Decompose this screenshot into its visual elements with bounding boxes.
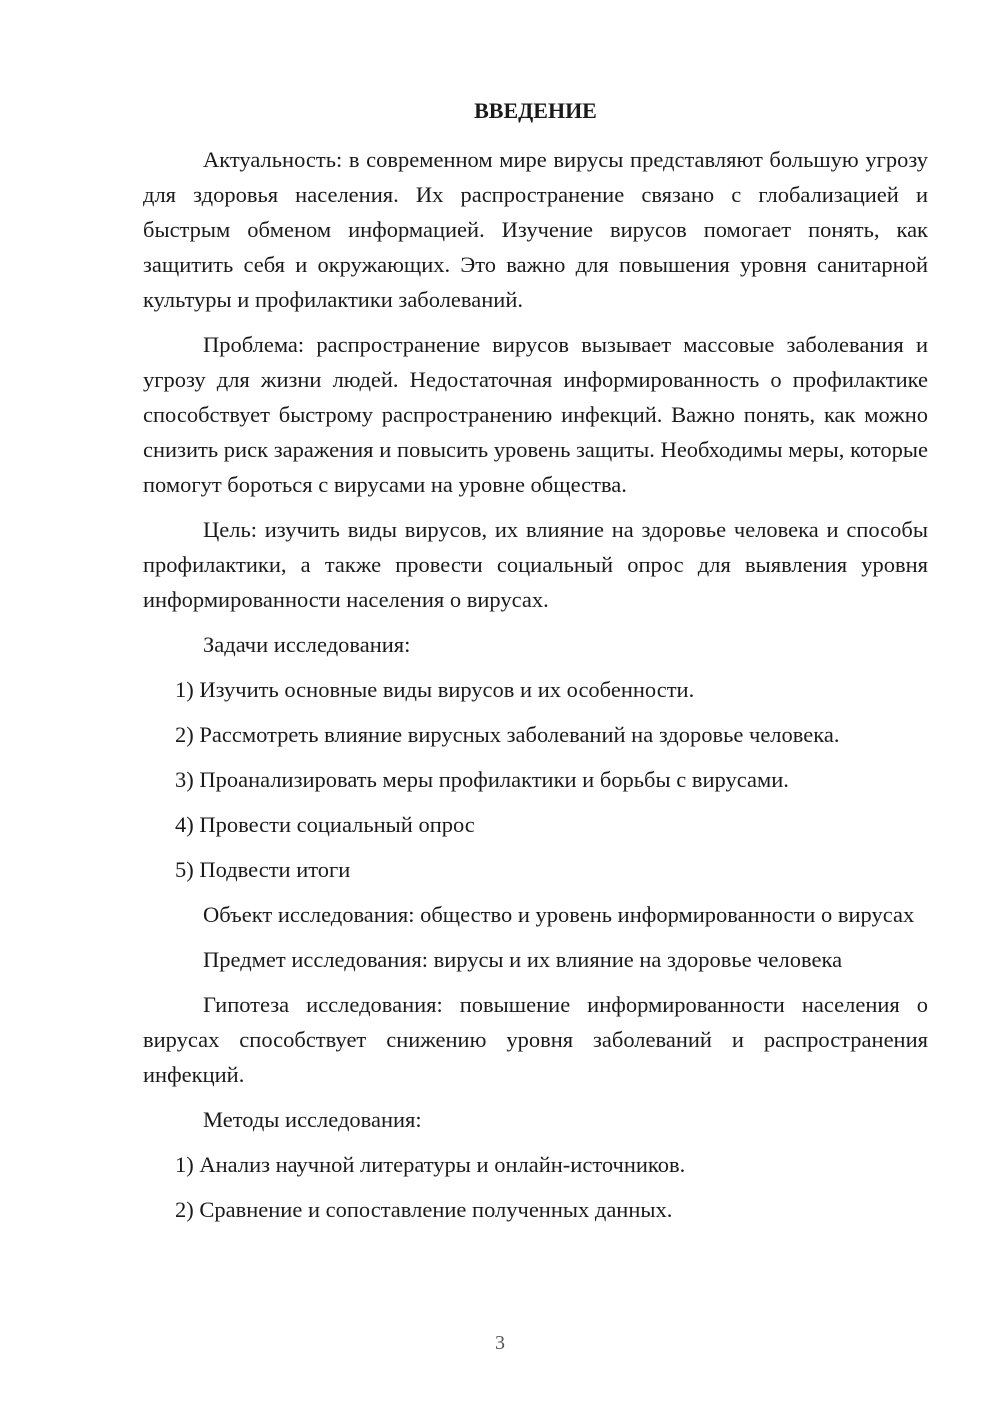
section-title: ВВЕДЕНИЕ [474, 98, 597, 123]
problem-paragraph: Проблема: распространение вирусов вызывает массовые заболевания и угрозу для жизни людей. Недостаточная информированность о профилактике способствует быстрому распространению инфекций. Важно понять, как можно снизить риск заражения и повысить уровень защиты. Необходимы меры, которые помогут бороться с вирусами на уровне общества. [143, 332, 928, 497]
methods-list [143, 1147, 928, 1227]
goal-paragraph: Цель: изучить виды вирусов, их влияние на здоровье человека и способы профилактики, а также провести социальный опрос для выявления уровня информированности населения о вирусах. [143, 517, 928, 612]
object-paragraph: Объект исследования: общество и уровень информированности о вирусах [203, 902, 915, 927]
task-item-5: 5) Подвести итоги [175, 857, 351, 882]
task-item-3: 3) Проанализировать меры профилактики и борьбы с вирусами. [175, 767, 789, 792]
task-item-1: 1) Изучить основные виды вирусов и их особенности. [175, 677, 695, 702]
actuality-paragraph: Актуальность: в современном мире вирусы представляют большую угрозу для здоровья населения. Их распространение связано с глобализацией и быстрым обменом информацией. Изучение вирусов помогает понять, как защитить себя и окружающих. Это важно для повышения уровня санитарной культуры и профилактики заболеваний. [143, 147, 928, 312]
tasks-list [143, 672, 928, 887]
tasks-heading: Задачи исследования: [203, 632, 411, 657]
task-item-2: 2) Рассмотреть влияние вирусных заболеваний на здоровье человека. [175, 722, 840, 747]
methods-heading: Методы исследования: [203, 1107, 422, 1132]
page-number: 3 [495, 1332, 505, 1354]
subject-paragraph: Предмет исследования: вирусы и их влияние на здоровье человека [203, 947, 843, 972]
task-item-4: 4) Провести социальный опрос [175, 812, 475, 837]
hypothesis-paragraph: Гипотеза исследования: повышение информированности населения о вирусах способствует снижению уровня заболеваний и распространения инфекций. [143, 992, 928, 1087]
document-page [143, 96, 928, 1237]
method-item-2: 2) Сравнение и сопоставление полученных данных. [175, 1197, 673, 1222]
method-item-1: 1) Анализ научной литературы и онлайн-источников. [175, 1152, 686, 1177]
